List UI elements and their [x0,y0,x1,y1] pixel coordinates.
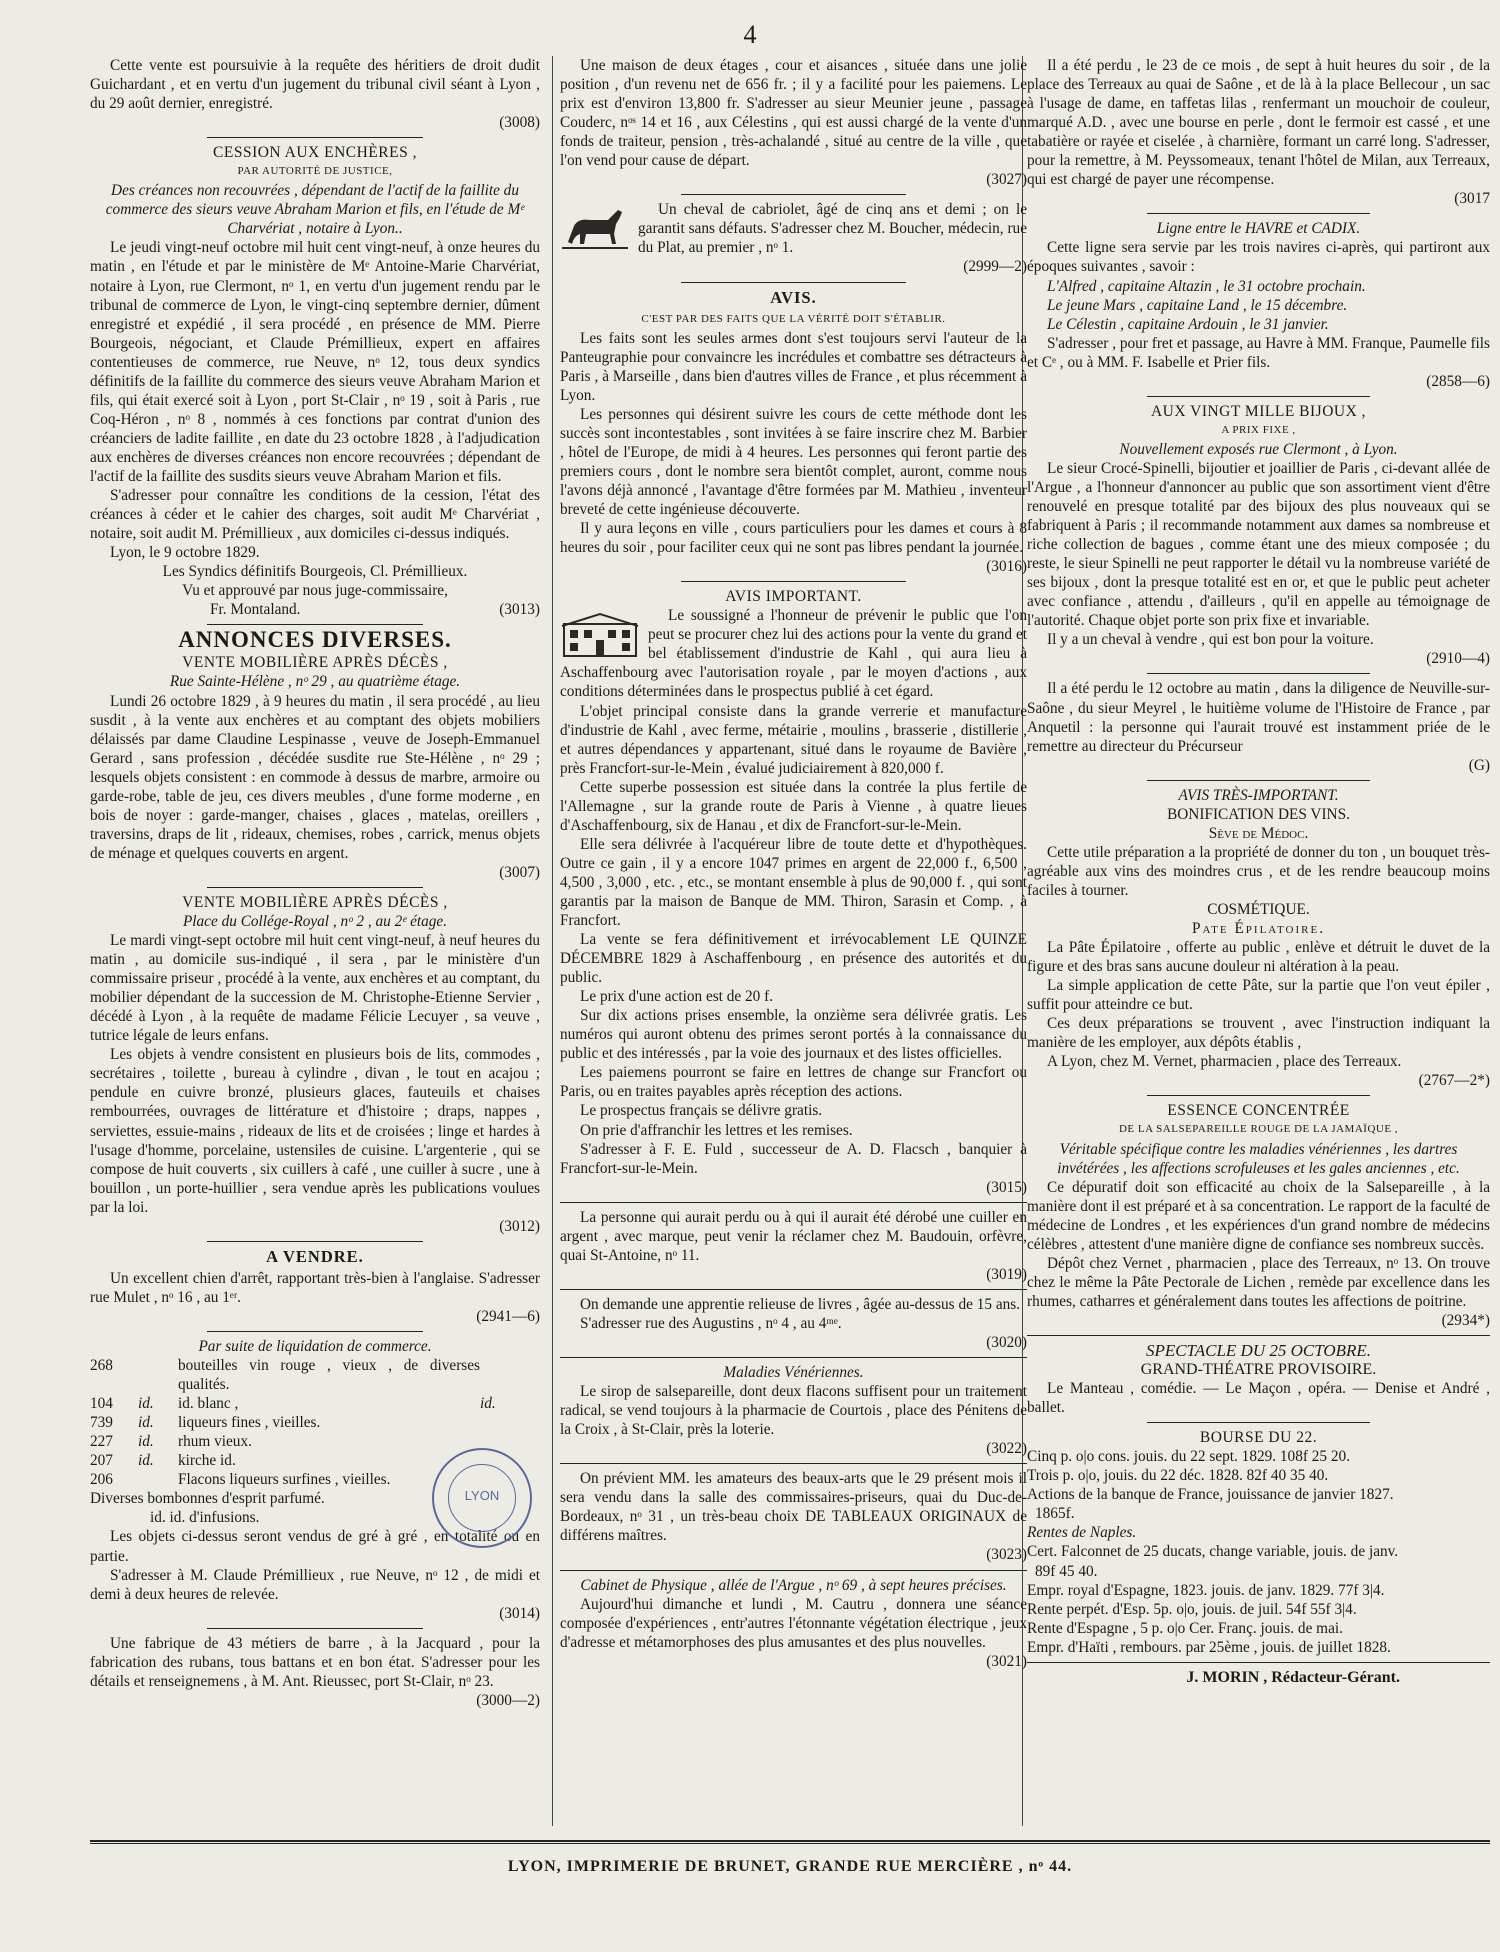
paragraph: Elle sera délivrée à l'acquéreur libre de toute dette et d'hypothèques. Outre ce gain , il y a encore 1047 primes en argent de 22,000 f., 6,500 , 4,500 , 3,000 , etc. , etc., se montant ensemble à plus de 90,000 f. , qui sont garantis par la maison de Banque de MM. Thiron, Sarasin et Comp. , à Francfort. [560,835,1027,930]
reference-number: (2934*) [1441,1311,1490,1329]
paragraph: La Pâte Épilatoire , offerte au public , enlève et détruit le duvet de la figure et des bras sans aucune douleur ni altération à la peau. [1027,939,1490,976]
reference-number: (3020) [986,1334,1027,1351]
paragraph: Il a été perdu , le 23 de ce mois , de sept à huit heures du soir , de la place des Terreaux au quai de Saône , et de là à la place Bellecour , un sac à l'usage de dame, en taffetas lilas , renfermant un mouchoir de couleur, marqué A.D. , avec une bourse en perle , dont le fermoir est cassé , et une tabatière or rayée et ciselée , à charnière, formant un carré long. S'adresser, pour la remettre, à M. Peyssomeaux, tenant l'hôtel de Milan, aux Terreaux, qui est chargé de payer une récompense. [1027,57,1490,189]
paragraph: Le prospectus français se délivre gratis. [580,1102,823,1120]
list-item: 104 id. id. blanc , id. [90,1395,496,1413]
list-item: 739 id. liqueurs fines , vieilles. [90,1414,321,1432]
list-item: Cinq p. o|o cons. jouis. du 22 sept. 1829. 108f 25 20. [1027,1448,1351,1466]
paragraph: Le sieur Crocé-Spinelli, bijoutier et joaillier de Paris , ci-devant allée de l'Argue , a l'honneur d'annoncer au public que son assortiment vient d'être renouvelé en presque totalité par des bijoux des plus nouveaux qui se fabriquent à Paris ; il recommande notamment aux dames sa nombreuse et riche collection de bagues , comme étant une des mieux composée ; du reste, le sieur Spinelli ne peut rapporter le détail vu la nombreuse variété de ses bijoux , dont la presque totalité est en or, et que le public peut acheter avec confiance , attendu , d'ailleurs , qu'il en appelle au témoignage de l'autorité. Chaque objet porte son prix fixe et invariable. [1027,459,1490,630]
list-item: Rentes de Naples. [1027,1524,1137,1542]
subheading: Pate Épilatoire. [1191,920,1326,938]
list-line: Le Célestin , capitaine Ardouin , le 31 janvier. [1047,315,1329,333]
editor-signature: J. MORIN , Rédacteur-Gérant. [1186,1668,1400,1686]
reference-number: (3021) [986,1652,1027,1670]
reference-number: (2910—4) [1426,650,1490,668]
divider [1147,213,1369,214]
subheading: GRAND-THÉATRE PROVISOIRE. [1140,1361,1377,1379]
divider [681,282,905,283]
heading: ESSENCE CONCENTRÉE [1167,1102,1350,1120]
list-item: Empr. d'Haïti , rembours. par 25ème , jouis. de juillet 1828. [1027,1638,1391,1656]
reference-number: (2858—6) [1426,372,1490,390]
heading: COSMÉTIQUE. [1207,900,1310,918]
reference-number: (3014) [499,1604,540,1622]
heading: Ligne entre le HAVRE et CADIX. [1156,220,1361,238]
signature: Vu et approuvé par nous juge-commissaire, [182,582,448,600]
date-line: Lyon, le 9 octobre 1829. [110,544,260,562]
reference-number: (3017 [1454,190,1490,208]
paragraph: Ce dépuratif doit son efficacité au choix de la Salsepareille , à la manière dont il est préparé et à sa concentration. Le rapport de la faculté de médecine de Londres , et les expériences d'un grand nombre de médecins célèbres , attestent d'une manière digne de confiance ses nombreux succès. [1027,1178,1490,1253]
horse-icon [560,204,630,252]
column-3 [1027,56,1490,1687]
paragraph: Il y a un cheval à vendre , qui est bon pour la voiture. [1047,631,1374,649]
footer-rule [90,1843,1490,1844]
paragraph: Un excellent chien d'arrêt, rapportant très-bien à l'anglaise. S'adresser rue Mulet , nᵒ 16 , au 1ᵉʳ. [90,1269,540,1306]
subheading: DE LA SALSEPAREILLE ROUGE DE LA JAMAÏQUE , [1118,1123,1399,1136]
reference-number: (2999—2) [963,258,1027,276]
subheading: C'EST PAR DES FAITS QUE LA VÉRITÉ DOIT S'ÉTABLIR. [641,312,946,325]
paragraph: Aujourd'hui dimanche et lundi , M. Cautru , donnera une séance composée d'expériences , entr'autres l'étonnante végétation électrique , jeux d'adresse et métamorphoses des plus amusantes et des plus nouvelles. [560,1595,1027,1651]
paragraph: Cette utile préparation a la propriété de donner du ton , un bouquet très-agréable aux vins des moindres crus , et de les rendre beaucoup moins faciles à tourner. [1027,843,1490,899]
paragraph: Les paiemens pourront se faire en lettres de change sur Francfort ou Paris, ou en traites payables après réception des actions. [560,1064,1027,1101]
heading: AVIS TRÈS-IMPORTANT. [1178,786,1339,804]
divider [207,1331,423,1332]
reference-number: (3023) [986,1546,1027,1564]
list-item: 268 bouteilles vin rouge , vieux , de diverses qualités. [90,1357,480,1394]
heading: CESSION AUX ENCHÈRES , [213,144,417,162]
paragraph: Cette superbe possession est située dans la contrée la plus fertile de l'Allemagne , sur la grande route de Paris à Vienne , à quatre lieues d'Aschaffenbourg, six de Hanau , et dix de Francfort-sur-le-Mein. [560,778,1027,834]
paragraph: Lundi 26 octobre 1829 , à 9 heures du matin , il sera procédé , au lieu susdit , à la vente aux enchères et au comptant des objets mobiliers délaissés par dame Claudine Lespinasse , veuve de Joseph-Emmanuel Gerard , sans profession , décédée susdite rue Ste-Hélène , nᵒ 29 ; lesquels objets consistent : en commode à dessus de marbre, armoire ou garde-robe, table de jeu, ces divers meubles , d'une forme moderne , en bois de noyer : garde-manger, chaises , glaces , matelas, oreillers , traversins, draps de lit , rideaux, chemises, robes , carrick, menus objets de ménage et quelques couverts en argent. [90,692,540,862]
italic-summary: Des créances non recouvrées , dépendant de l'actif de la faillite du commerce des sieurs veuve Abraham Marion et fils, en l'étude de Mᵉ Charvériat , notaire à Lyon.. [105,182,525,238]
column-2 [560,56,1027,1671]
reference-number: (2767—2*) [1418,1072,1490,1090]
subheading: Sève de Médoc. [1208,824,1309,842]
paragraph: La vente se fera définitivement et irrévocablement LE QUINZE DÉCEMBRE 1829 à Aschaffenbourg , en présence des autorités et du public. [560,931,1027,987]
list-line: Diverses bombonnes d'esprit parfumé. [90,1490,325,1508]
list-item: Cert. Falconnet de 25 ducats, change variable, jouis. de janv. [1027,1543,1399,1561]
paragraph: Une fabrique de 43 métiers de barre , à la Jacquard , pour la fabrication des rubans, tous battans et en bon état. S'adresser pour les détails et renseignemens , à M. Ant. Rieussec, port St-Clair, nᵒ 23. [90,1634,540,1690]
bourse-list [1027,1447,1490,1657]
subheading: PAR AUTORITÉ DE JUSTICE, [237,165,393,178]
reference-number: (2941—6) [476,1307,540,1325]
divider [560,1570,1027,1571]
paragraph: Le jeudi vingt-neuf octobre mil huit cent vingt-neuf, à onze heures du matin , en l'étude et par le ministère de Mᵉ Antoine-Marie Charvériat, notaire à Lyon, rue Clermont, nᵒ 1, en vertu d'un jugement rendu par le tribunal de commerce de Lyon, le vingt-cinq septembre dernier, dûment enregistré et expédié , il sera procédé , en présence de MM. Pierre Bourgeois, négociant, et Claude Prémillieux, expert en affaires contentieuses de commerce, rue Neuve, nᵒ 12, tous deux syndics définitifs de la faillite du commerce des sieurs veuve Abraham Marion et fils, qui était exercé soit à Lyon , port St-Clair , nᵒ 19 , soit à Paris , rue Coq-Héron , nᵒ 8 , nommés à ces fonctions par contrat d'union des créanciers de ladite faillite , en date du 23 octobre 1828 , à l'adjudication aux enchères de diverses créances non encore recouvrées ; dépendant de l'actif de la faillite des susdits sieurs veuve Abraham Marion et fils. [90,239,540,485]
divider [1147,1422,1369,1423]
reference-number: (3027) [986,171,1027,189]
list-item: 227 id. rhum vieux. [90,1433,252,1451]
list-line: Le jeune Mars , capitaine Land , le 15 décembre. [1047,296,1348,314]
paragraph: On demande une apprentie relieuse de livres , âgée au-dessus de 15 ans. [580,1295,1021,1313]
list-item: Rente d'Espagne , 5 p. o|o Cer. Franç. jouis. de mai. [1027,1619,1343,1637]
heading: VENTE MOBILIÈRE APRÈS DÉCÈS , [182,654,448,672]
subheading: Place du Collége-Royal , nᵒ 2 , au 2ᵉ étage. [182,913,448,931]
paragraph: S'adresser à F. E. Fuld , successeur de A. D. Flacsch , banquier à Francfort-sur-le-Mein. [560,1140,1027,1177]
divider [681,581,905,582]
list-item: Actions de la banque de France, jouissance de janvier 1827. [1027,1486,1394,1504]
list-item: 1865f. [1035,1505,1075,1523]
signature: Fr. Montaland. [210,601,301,619]
heading: VENTE MOBILIÈRE APRÈS DÉCÈS , [182,893,448,911]
column-divider [552,56,553,1826]
paragraph: A Lyon, chez M. Vernet, pharmacien , place des Terreaux. [1047,1053,1402,1071]
divider [1027,1662,1490,1663]
signature: Les Syndics définitifs Bourgeois, Cl. Prémillieux. [162,563,468,581]
paragraph: Le soussigné a l'honneur de prévenir le public que l'on peut se procurer chez lui des actions pour la vente du grand et bel établissement d'industrie de Kahl , qui aura lieu à Aschaffenbourg avec l'autorisation royale , par le moyen d'actions , aux conditions déterminées dans le prospectus publié à cet égard. [560,607,1027,701]
paragraph: S'adresser , pour fret et passage, au Havre à MM. Franque, Paumelle fils et Cᵉ , ou à MM. F. Isabelle et Prier fils. [1027,334,1490,371]
paragraph: Le sirop de salsepareille, dont deux flacons suffisent pour un traitement radical, se vend toujours à la pharmacie de Courtois , place des Pénitens de la Croix , à St-Clair, près la loterie. [560,1383,1027,1439]
paragraph: Les objets ci-dessus seront vendus de gré à gré , en totalité ou en partie. [90,1528,540,1565]
divider [207,137,423,138]
paragraph: Une maison de deux étages , cour et aisances , située dans une jolie position , d'un revenu net de 656 fr. ; il y a facilité pour les paiemens. Le prix est d'environ 13,800 fr. S'adresser au sieur Meunier jeune , passage Couderc, nᵒˢ 14 et 16 , aux Célestins , qui est aussi chargé de la vente d'un fonds de traiteur, pension , très-achalandé , situé au centre de la ville , que l'on vend pour cause de départ. [560,57,1027,170]
library-stamp [432,1448,532,1548]
list-item: Rente perpét. d'Esp. 5p. o|o, jouis. de juil. 54f 55f 3|4. [1027,1600,1357,1618]
heading: Cabinet de Physique , allée de l'Argue , nᵒ 69 , à sept heures précises. [580,1576,1007,1594]
paragraph: S'adresser pour connaître les conditions de la cession, l'état des créances à céder et le cahier des charges, soit audit Mᵉ Charvériat , notaire, soit audit M. Prémillieux , aux domiciles ci-dessus indiqués. [90,487,540,543]
list-item: 89f 45 40. [1035,1562,1098,1580]
reference-number: (3019) [986,1265,1027,1283]
divider [1147,1095,1369,1096]
divider [1147,673,1369,674]
paragraph: Le mardi vingt-sept octobre mil huit cent vingt-neuf, à neuf heures du matin , au domicile sus-indiqué , il sera , par le ministère d'un commissaire priseur , procédé à la vente, aux enchères et au comptant, du mobilier dépendant de la succession de M. Christophe-Etienne Servier , décédé à Lyon , à la requête de madame Félicie Lecuyer , sa veuve , tutrice légale de leurs enfans. [90,932,540,1045]
heading: Maladies Vénériennes. [723,1364,864,1382]
paragraph: Un cheval de cabriolet, âgé de cinq ans et demi ; on le garantit sans défauts. S'adresser chez M. Boucher, médecin, rue du Plat, au premier , nᵒ 1. [638,201,1027,257]
reference-number: (3008) [499,114,540,132]
paragraph: Les personnes qui désirent suivre les cours de cette méthode dont les succès sont incontestables , sont invitées à se faire inscrire chez M. Barbier , hôtel de l'Europe, de midi à 4 heures. Les personnes qui feront partie des premiers cours , dont le nombre sera bientôt complet, auront, comme nous l'avons déjà annoncé , l'avantage d'être formées par M. Mathieu , inventeur breveté de cette ingénieuse découverte. [560,405,1027,519]
section-title: ANNONCES DIVERSES. [178,627,452,653]
paragraph: S'adresser à M. Claude Prémillieux , rue Neuve, nᵒ 12 , de midi et demi à deux heures de relevée. [90,1566,540,1603]
list-item: Trois p. o|o, jouis. du 22 déc. 1828. 82f 40 35 40. [1027,1467,1329,1485]
printer-imprint: LYON, IMPRIMERIE DE BRUNET, GRANDE RUE MERCIÈRE , nᵒ 44. [507,1858,1073,1875]
divider [560,1202,1027,1203]
heading: AUX VINGT MILLE BIJOUX , [1150,402,1367,420]
heading: A VENDRE. [266,1246,364,1266]
paragraph: Il y aura leçons en ville , cours particuliers pour les dames et cours à 8 heures du soir , pour faciliter ceux qui ne sont pas libres pendant la journée. [560,520,1027,557]
divider [207,887,423,888]
list-item: Empr. royal d'Espagne, 1823. jouis. de janv. 1829. 77f 3|4. [1027,1581,1385,1599]
paragraph: Ces deux préparations se trouvent , avec l'instruction indiquant la manière de les employer, aux dépôts établis , [1027,1015,1490,1052]
divider [207,1628,423,1629]
heading: AVIS. [770,287,817,307]
divider [1147,780,1369,781]
divider [560,1357,1027,1358]
divider [1147,396,1369,397]
reference-number: (3000—2) [476,1691,540,1709]
subheading: Rue Sainte-Hélène , nᵒ 29 , au quatrième étage. [169,673,461,691]
paragraph: L'objet principal consiste dans la grande verrerie et manufacture d'industrie de Kahl , avec ferme, métairie , moulins , brasserie , distillerie , et autres dépendances y appartenant, situé dans le royaume de Bavière , près Francfort-sur-le-Mein , évalué judiciairement à 820,000 f. [560,702,1027,777]
paragraph: S'adresser rue des Augustins , nᵒ 4 , au 4ᵐᵉ. [580,1314,842,1332]
reference-number: (3012) [499,1217,540,1235]
paragraph: La simple application de cette Pâte, sur la partie que l'on veut épiler , suffit pour atteindre ce but. [1027,977,1490,1014]
divider [207,1241,423,1242]
divider [560,1289,1027,1290]
paragraph: Dépôt chez Vernet , pharmacien , place des Terreaux, nᵒ 13. On trouve chez le même la Pâte Pectorale de Lichen , remède par excellence dans les rhumes, catharres et généralement dans toutes les affections de poitrine. [1027,1254,1490,1310]
factory-building-icon [560,610,640,660]
list-line: id. id. d'infusions. [150,1509,260,1527]
italic-summary: Véritable spécifique contre les maladies vénériennes , les dartres invétérées , les affections scrofuleuses et les gales anciennes , etc. [1057,1140,1460,1177]
footer-rule [90,1840,1490,1842]
reference-number: (3013) [499,601,540,619]
stamp-label: LYON [464,1488,500,1503]
reference-number: (3022) [986,1440,1027,1458]
paragraph: Le Manteau , comédie. — Le Maçon , opéra. — Denise et André , ballet. [1027,1380,1490,1417]
reference-number: (3016) [986,558,1027,576]
heading: SPECTACLE DU 25 OCTOBRE. [1145,1341,1372,1360]
divider [207,624,423,625]
divider [1027,1335,1490,1336]
reference-number: (3007) [499,863,540,881]
paragraph: Cette ligne sera servie par les trois navires ci-après, qui partiront aux époques suivantes , savoir : [1027,239,1490,276]
paragraph: On prévient MM. les amateurs des beaux-arts que le 29 présent mois il sera vendu dans la salle des commissaires-priseurs, quai du Duc-de-Bordeaux, nᵒ 31 , un très-beau choix DE TABLEAUX ORIGINAUX de différens maîtres. [560,1470,1027,1545]
paragraph: Sur dix actions prises ensemble, la onzième sera délivrée gratis. Les numéros qui auront obtenu des primes seront portés à la connaissance du public et des intéressés , par la voie des journaux et des listes officielles. [560,1007,1027,1063]
subheading: Par suite de liquidation de commerce. [198,1338,432,1355]
divider [681,194,905,195]
subheading: A PRIX FIXE , [1221,423,1296,436]
heading: AVIS IMPORTANT. [725,588,862,606]
paragraph: On prie d'affranchir les lettres et les remises. [580,1121,853,1139]
paragraph: Les objets à vendre consistent en plusieurs bois de lits, commodes , secrétaires , toilette , bureau à cylindre , divan , le tout en acajou ; pendule en cuivre bronzé, plusieurs glaces, fauteuils et chaises rembourrées, ouvrages de littérature et d'histoire ; draps, nappes , serviettes, essuie-mains , rideaux de lits et de croisées ; linge et hardes à l'usage d'homme, porcelaine, ustensiles de cuisine. L'argenterie , qui se compose de huit couverts , six cuillers à café , une cuiller à sucre , une à bouillon , un porte-huillier , sera vendue après les publications voulues par la loi. [90,1046,540,1216]
reference-number: (G) [1468,756,1490,774]
paragraph: Il a été perdu le 12 octobre au matin , dans la diligence de Neuville-sur-Saône , du sieur Meyrel , le huitième volume de l'Histoire de France , par Anquetil : la personne qui l'aurait trouvé est instamment priée de le remettre au directeur du Précurseur [1027,680,1490,755]
paragraph: La personne qui aurait perdu ou à qui il aurait été dérobé une cuiller en argent , avec marque, peut venir la réclamer chez M. Baudouin, orfèvre, quai St-Antoine, nᵒ 11. [560,1208,1027,1264]
paragraph: Les faits sont les seules armes dont s'est toujours servi l'auteur de la Panteugraphie pour convaincre les incrédules et combattre ses détracteurs à Paris , à Marseille , dans bien d'autres villes de France , et plus récemment à Lyon. [560,329,1027,404]
paragraph: Le prix d'une action est de 20 f. [580,988,774,1006]
page-number: 4 [743,20,757,49]
list-item: 207 id. kirche id. [90,1452,236,1470]
reference-number: (3015) [986,1178,1027,1196]
divider [560,1463,1027,1464]
paragraph: Cette vente est poursuivie à la requête des héritiers de droit dudit Guichardant , et en vertu d'un jugement du tribunal civil séant à Lyon , du 29 août dernier, enregistré. [90,57,540,113]
subheading: BONIFICATION DES VINS. [1167,805,1350,823]
list-line: L'Alfred , capitaine Altazin , le 31 octobre prochain. [1047,277,1366,295]
heading: BOURSE DU 22. [1199,1429,1318,1447]
list-item: 206 Flacons liqueurs surfines , vieilles. [90,1471,391,1489]
subheading: Nouvellement exposés rue Clermont , à Lyon. [1119,440,1398,458]
